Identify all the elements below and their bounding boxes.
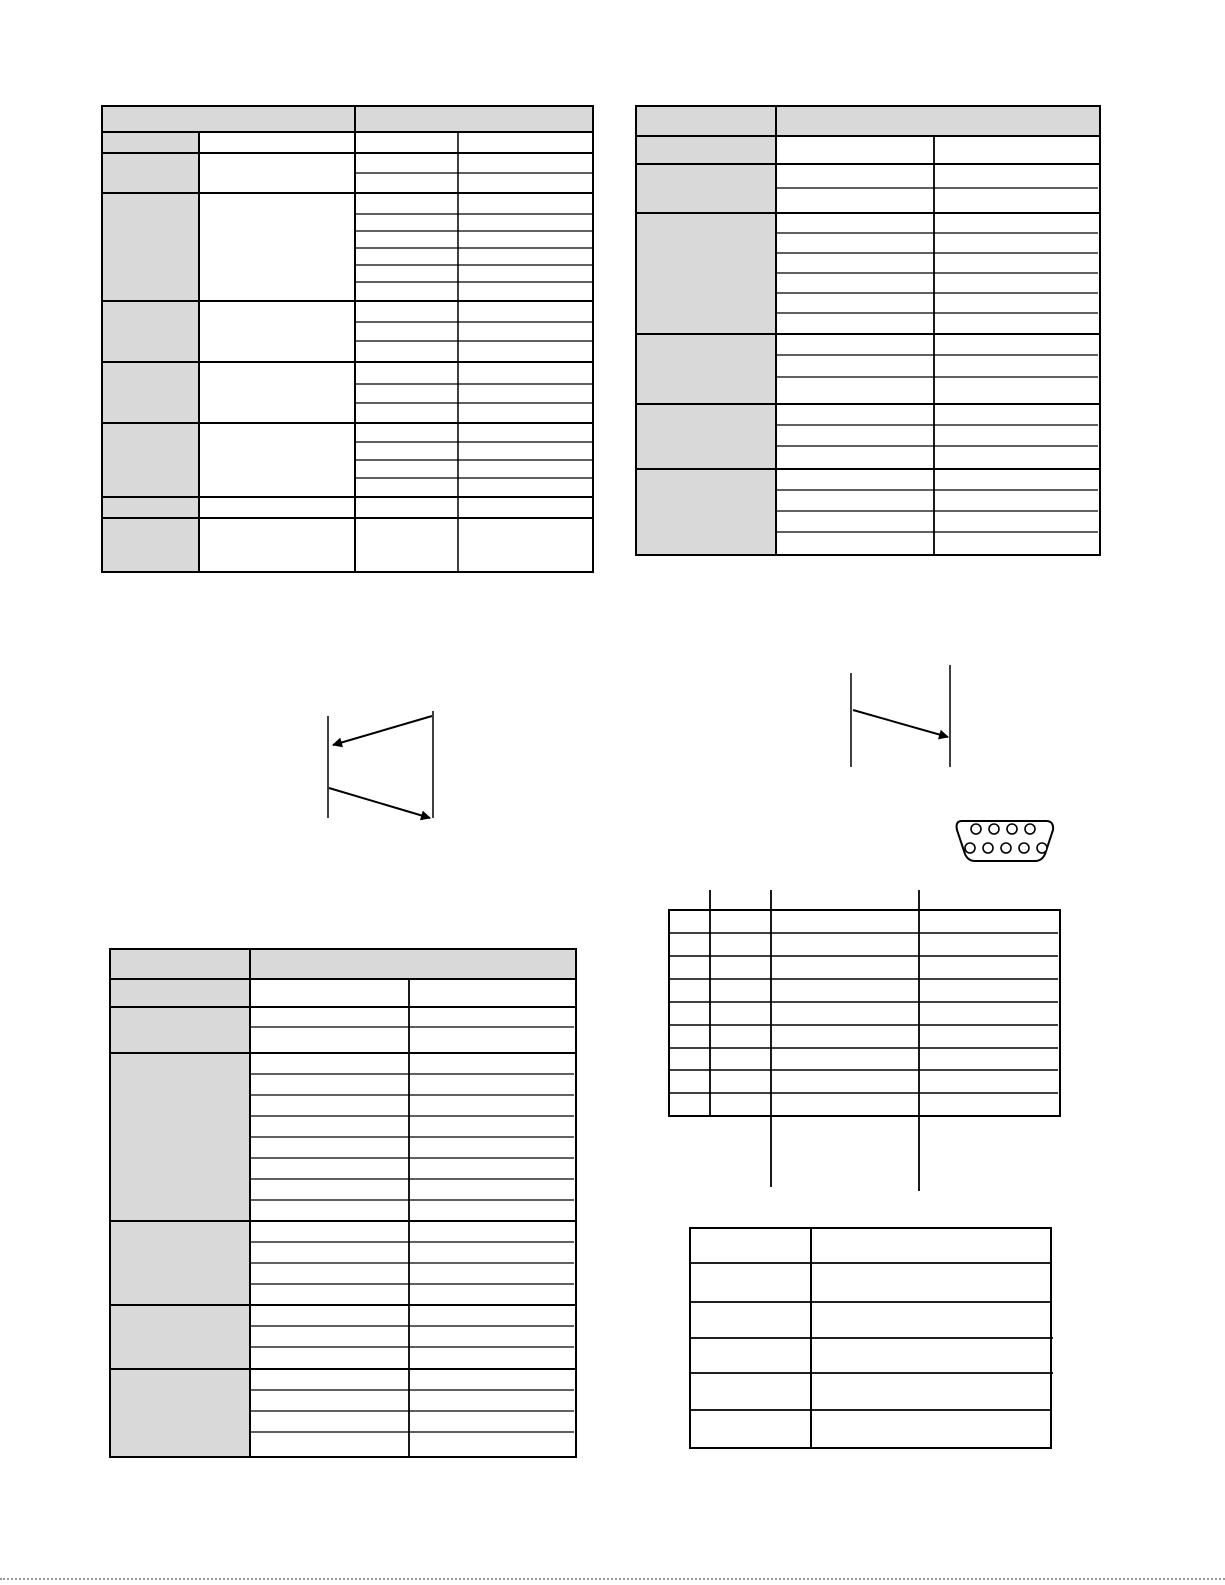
table-bottom-left — [110, 949, 576, 1457]
arrow-left-to-right — [853, 710, 948, 737]
table-header-fill — [636, 106, 1100, 136]
pin-hole — [983, 843, 993, 853]
pin-hole — [1007, 824, 1017, 834]
pin-hole — [1001, 843, 1011, 853]
pin-hole — [965, 843, 975, 853]
table-label-column-fill — [636, 164, 776, 555]
table-bottom-right — [690, 1228, 1053, 1448]
table-rows — [690, 1263, 1053, 1410]
table-rows — [669, 933, 1058, 1093]
arrow-left-to-right — [329, 788, 430, 818]
pin-table — [669, 890, 1060, 1191]
table-header-fill — [102, 106, 593, 132]
signal-diagram-right — [851, 665, 950, 767]
table-frame — [669, 910, 1060, 1116]
pin-hole — [1037, 843, 1047, 853]
db9-connector-icon — [957, 821, 1054, 861]
table-sub-rows — [776, 188, 1098, 532]
pin-hole — [971, 824, 981, 834]
table-label-column-fill — [110, 1007, 250, 1457]
pin-hole — [1025, 824, 1035, 834]
signal-diagram-left — [328, 711, 433, 818]
page-bottom-rule — [0, 1578, 1225, 1580]
arrow-right-to-left — [333, 716, 432, 745]
table-subheader-fill — [110, 979, 250, 1007]
table-sub-rows — [355, 173, 593, 478]
pin-hole — [989, 824, 999, 834]
table-top-right — [636, 106, 1100, 555]
table-top-left — [102, 106, 593, 572]
table-sub-rows — [250, 1027, 574, 1432]
table-header-fill — [110, 949, 576, 979]
table-subheader-fill — [636, 136, 776, 164]
pin-hole — [1019, 843, 1029, 853]
table-label-column-fill — [102, 132, 199, 572]
